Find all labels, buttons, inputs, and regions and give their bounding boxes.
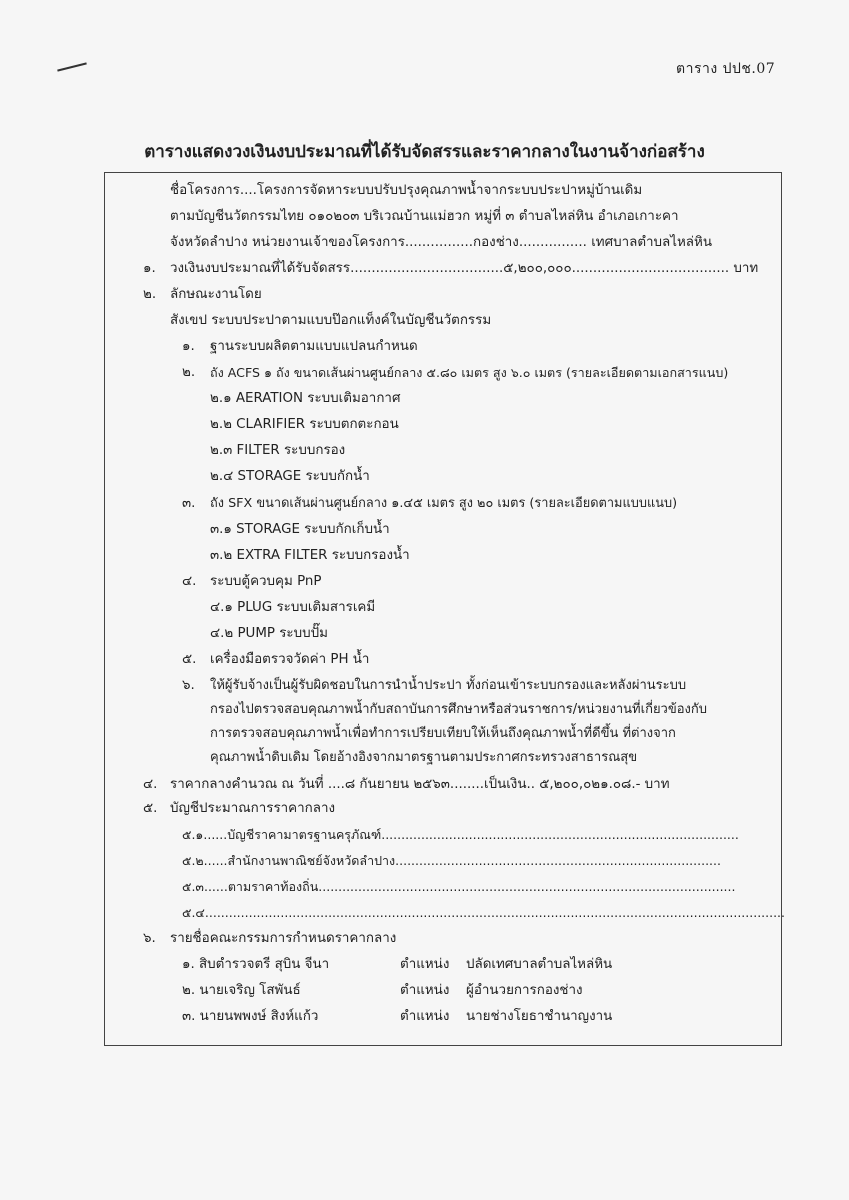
sub-sub-item: ๔.๑ PLUG ระบบเติมสารเคมี [210,600,376,615]
sub-item: ให้ผู้รับจ้างเป็นผู้รับผิดชอบในการนำน้ำประปา ทั้งก่อนเข้าระบบกรองและหลังผ่านระบบ [210,678,687,693]
committee-position: ปลัดเทศบาลตำบลไหล่หิน [466,957,613,972]
committee-position-label: ตำแหน่ง [400,957,450,972]
sub-item-number: ๖. [182,678,195,693]
item6-heading: รายชื่อคณะกรรมการกำหนดราคากลาง [170,931,397,946]
price-source-item: ๕.๑......บัญชีราคามาตรฐานครุภัณฑ์.......................................................................................... [182,827,739,842]
committee-member-name: ๒. นายเจริญ โสพันธ์ [182,983,301,998]
sub-item-number: ๕. [182,652,197,667]
item2-number: ๒. [143,287,157,302]
committee-member-name: ๓. นายนพพงษ์ สิงห์แก้ว [182,1009,319,1024]
committee-member-name: ๑. สิบตำรวจตรี สุบิน จีนา [182,957,330,972]
sub-item: ฐานระบบผลิตตามแบบแปลนกำหนด [210,339,418,354]
sub-item: เครื่องมือตรวจวัดค่า PH น้ำ [210,652,370,667]
committee-position: นายช่างโยธาชำนาญงาน [466,1009,613,1024]
sub-item: ระบบตู้ควบคุม PnP [210,574,322,589]
item5-heading: บัญชีประมาณการราคากลาง [170,801,336,816]
item6-number: ๖. [143,931,156,946]
sub-item: ถัง ACFS ๑ ถัง ขนาดเส้นผ่านศูนย์กลาง ๕.๘๐ เมตร สูง ๖.๐ เมตร (รายละเอียดตามเอกสารแนบ) [210,365,729,380]
sub-sub-item: ๒.๑ AERATION ระบบเติมอากาศ [210,391,401,406]
item1-number: ๑. [143,261,156,276]
sub-item-continuation: คุณภาพน้ำดิบเดิม โดยอ้างอิงจากมาตรฐานตามประกาศกระทรวงสาธารณสุข [210,750,638,765]
sub-sub-item: ๓.๒ EXTRA FILTER ระบบกรองน้ำ [210,548,410,563]
committee-position-label: ตำแหน่ง [400,1009,450,1024]
item1-budget: วงเงินงบประมาณที่ได้รับจัดสรร....................................๕,๒๐๐,๐๐๐..................................... บาท [170,261,759,276]
sub-sub-item: ๒.๓ FILTER ระบบกรอง [210,443,346,458]
item2-heading: ลักษณะงานโดย [170,287,262,302]
sub-item-continuation: การตรวจสอบคุณภาพน้ำเพื่อทำการเปรียบเทียบให้เห็นถึงคุณภาพน้ำที่ดีขึ้น ที่ต่างจาก [210,726,676,741]
price-source-item: ๕.๔.................................................................................................................................................. [182,905,786,920]
price-source-item: ๕.๓......ตามราคาท้องถิ่น......................................................................................................... [182,879,736,894]
project-line-3: จังหวัดลำปาง หน่วยงานเจ้าของโครงการ................กองช่าง................ เทศบาลตำบลไหล่หิน [170,235,712,250]
project-line-1: ชื่อโครงการ....โครงการจัดหาระบบปรับปรุงคุณภาพน้ำจากระบบประปาหมู่บ้านเดิม [170,183,643,198]
price-source-item: ๕.๒......สำนักงานพาณิชย์จังหวัดลำปาง.................................................................................. [182,853,721,868]
document-title: ตารางแสดงวงเงินงบประมาณที่ได้รับจัดสรรและราคากลางในงานจ้างก่อสร้าง [144,142,705,162]
committee-position: ผู้อำนวยการกองช่าง [466,983,583,998]
sub-item-number: ๑. [182,339,195,354]
sub-sub-item: ๔.๒ PUMP ระบบปั๊ม [210,626,328,641]
sub-sub-item: ๒.๔ STORAGE ระบบกักน้ำ [210,469,370,484]
project-line-2: ตามบัญชีนวัตกรรมไทย ๐๑๐๒๐๓ บริเวณบ้านแม่ฮวก หมู่ที่ ๓ ตำบลไหล่หิน อำเภอเกาะคา [170,209,679,224]
committee-position-label: ตำแหน่ง [400,983,450,998]
sub-sub-item: ๓.๑ STORAGE ระบบกักเก็บน้ำ [210,522,390,537]
sub-item-continuation: กรองไปตรวจสอบคุณภาพน้ำกับสถาบันการศึกษาหรือส่วนราชการ/หน่วยงานที่เกี่ยวข้องกับ [210,702,708,717]
item4-median-price: ราคากลางคำนวณ ณ วันที่ ....๘ กันยายน ๒๕๖๓........เป็นเงิน.. ๕,๒๐๐,๐๒๑.๐๘.- บาท [170,777,670,792]
sub-item-number: ๔. [182,574,197,589]
pen-mark [57,62,87,71]
item2-summary: สังเขป ระบบประปาตามแบบป๊อกแท็งค์ในบัญชีนวัตกรรม [170,313,492,328]
item4-number: ๔. [143,777,158,792]
sub-item-number: ๒. [182,365,196,380]
form-code: ตาราง ปปช.07 [676,61,776,77]
sub-item-number: ๓. [182,496,196,511]
sub-sub-item: ๒.๒ CLARIFIER ระบบตกตะกอน [210,417,399,432]
sub-item: ถัง SFX ขนาดเส้นผ่านศูนย์กลาง ๑.๔๕ เมตร สูง ๒๐ เมตร (รายละเอียดตามแบบแนบ) [210,496,678,511]
item5-number: ๕. [143,801,158,816]
